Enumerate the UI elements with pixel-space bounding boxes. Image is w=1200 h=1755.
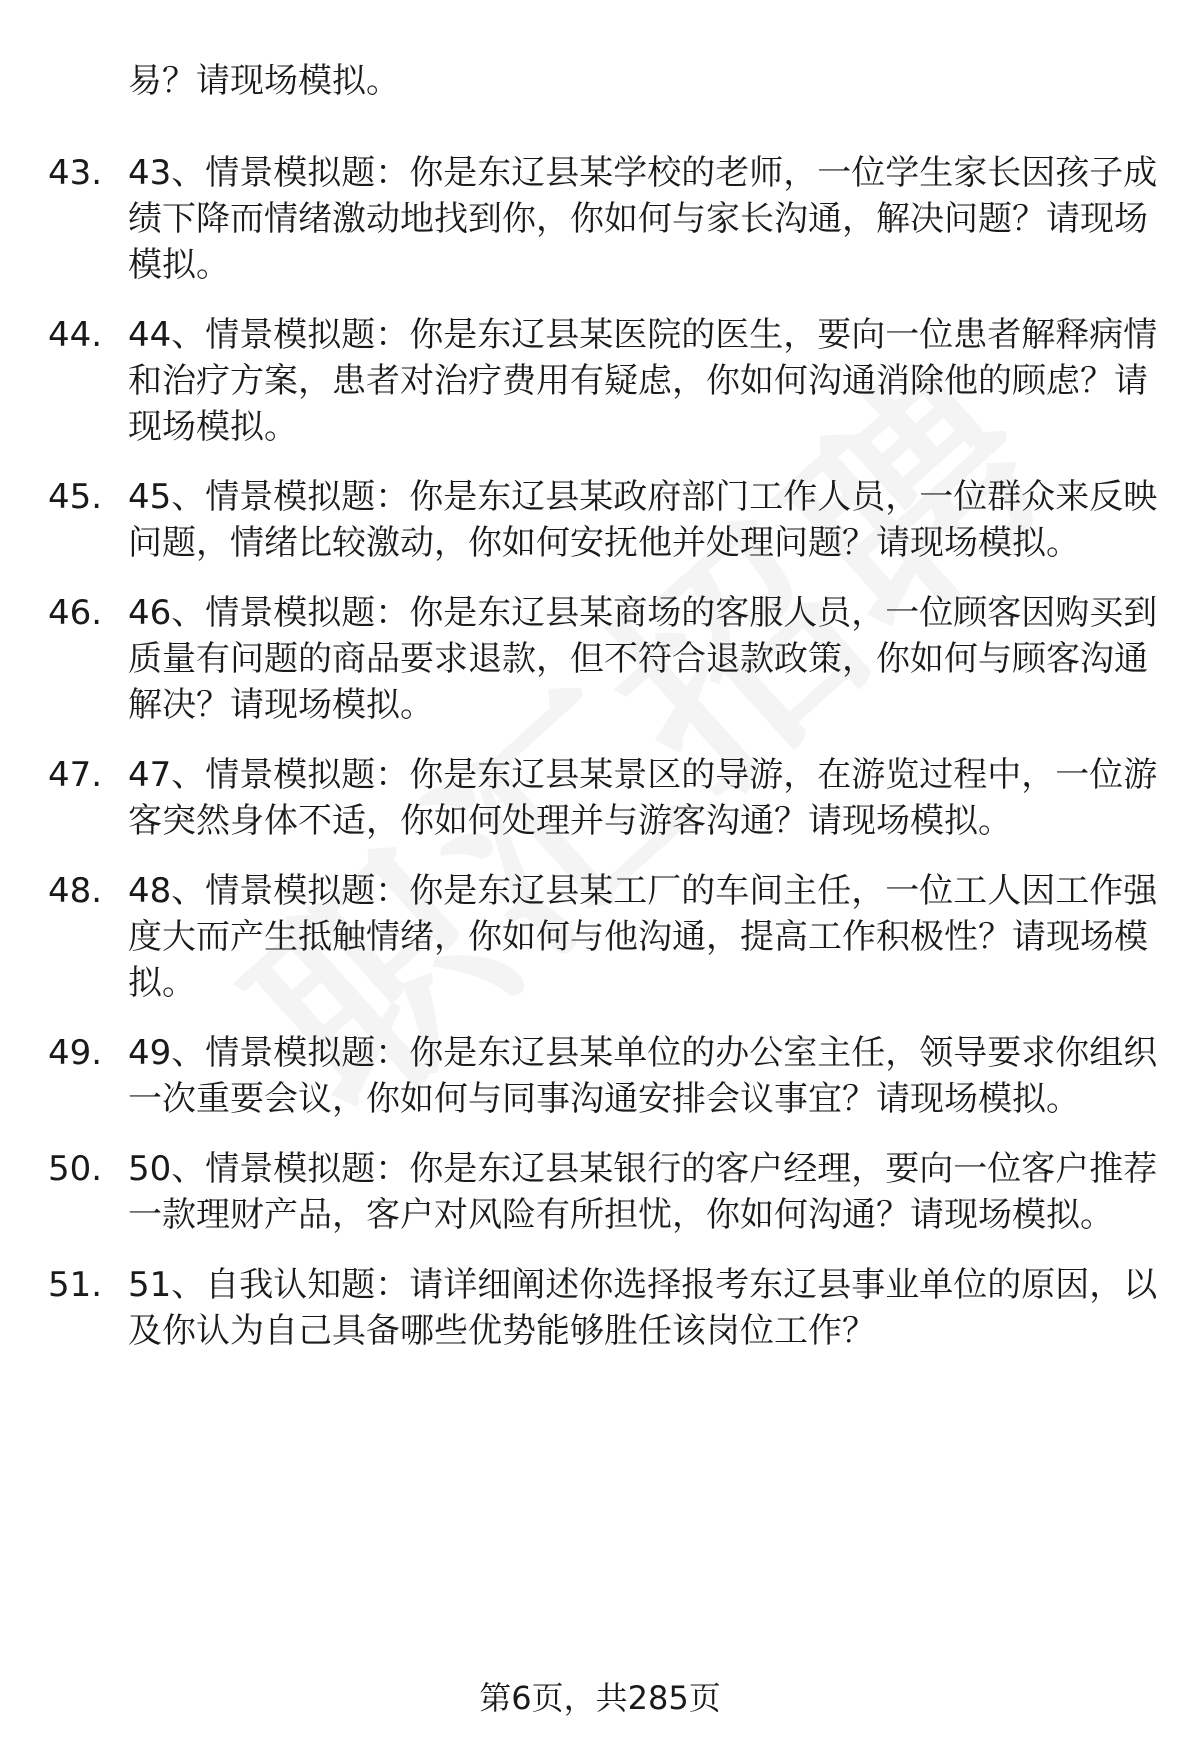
item-number: 47. — [48, 755, 103, 795]
item-text: 49、情景模拟题：你是东辽县某单位的办公室主任，领导要求你组织一次重要会议，你如何与同事沟通安排会议事宜？请现场模拟。 — [128, 1033, 1158, 1119]
item-number: 49. — [48, 1033, 103, 1073]
continuation-text: 易？请现场模拟。 — [128, 61, 400, 101]
question-list — [48, 150, 1158, 1378]
list-item — [48, 590, 1158, 728]
list-item — [48, 752, 1158, 844]
item-text: 46、情景模拟题：你是东辽县某商场的客服人员，一位顾客因购买到质量有问题的商品要求退款，但不符合退款政策，你如何与顾客沟通解决？请现场模拟。 — [128, 593, 1158, 725]
list-item — [48, 1146, 1158, 1238]
item-text: 51、自我认知题：请详细阐述你选择报考东辽县事业单位的原因，以及你认为自己具备哪些优势能够胜任该岗位工作？ — [128, 1265, 1158, 1351]
item-text: 47、情景模拟题：你是东辽县某景区的导游，在游览过程中，一位游客突然身体不适，你如何处理并与游客沟通？请现场模拟。 — [128, 755, 1158, 841]
list-item — [48, 1030, 1158, 1122]
item-text: 44、情景模拟题：你是东辽县某医院的医生，要向一位患者解释病情和治疗方案，患者对治疗费用有疑虑，你如何沟通消除他的顾虑？请现场模拟。 — [128, 315, 1158, 447]
list-item — [48, 150, 1158, 288]
item-text: 43、情景模拟题：你是东辽县某学校的老师，一位学生家长因孩子成绩下降而情绪激动地找到你，你如何与家长沟通，解决问题？请现场模拟。 — [128, 153, 1158, 285]
list-item — [48, 474, 1158, 566]
item-number: 48. — [48, 871, 103, 911]
item-number: 51. — [48, 1265, 103, 1305]
item-text: 48、情景模拟题：你是东辽县某工厂的车间主任，一位工人因工作强度大而产生抵触情绪，你如何与他沟通，提高工作积极性？请现场模拟。 — [128, 871, 1158, 1003]
list-item — [48, 1262, 1158, 1354]
item-number: 45. — [48, 477, 103, 517]
item-number: 46. — [48, 593, 103, 633]
item-number: 43. — [48, 153, 103, 193]
list-item — [48, 868, 1158, 1006]
item-number: 44. — [48, 315, 103, 355]
list-item — [48, 312, 1158, 450]
page-footer: 第6页，共285页 — [479, 1679, 721, 1717]
item-text: 45、情景模拟题：你是东辽县某政府部门工作人员，一位群众来反映问题，情绪比较激动，你如何安抚他并处理问题？请现场模拟。 — [128, 477, 1158, 563]
item-number: 50. — [48, 1149, 103, 1189]
item-text: 50、情景模拟题：你是东辽县某银行的客户经理，要向一位客户推荐一款理财产品，客户对风险有所担忧，你如何沟通？请现场模拟。 — [128, 1149, 1158, 1235]
